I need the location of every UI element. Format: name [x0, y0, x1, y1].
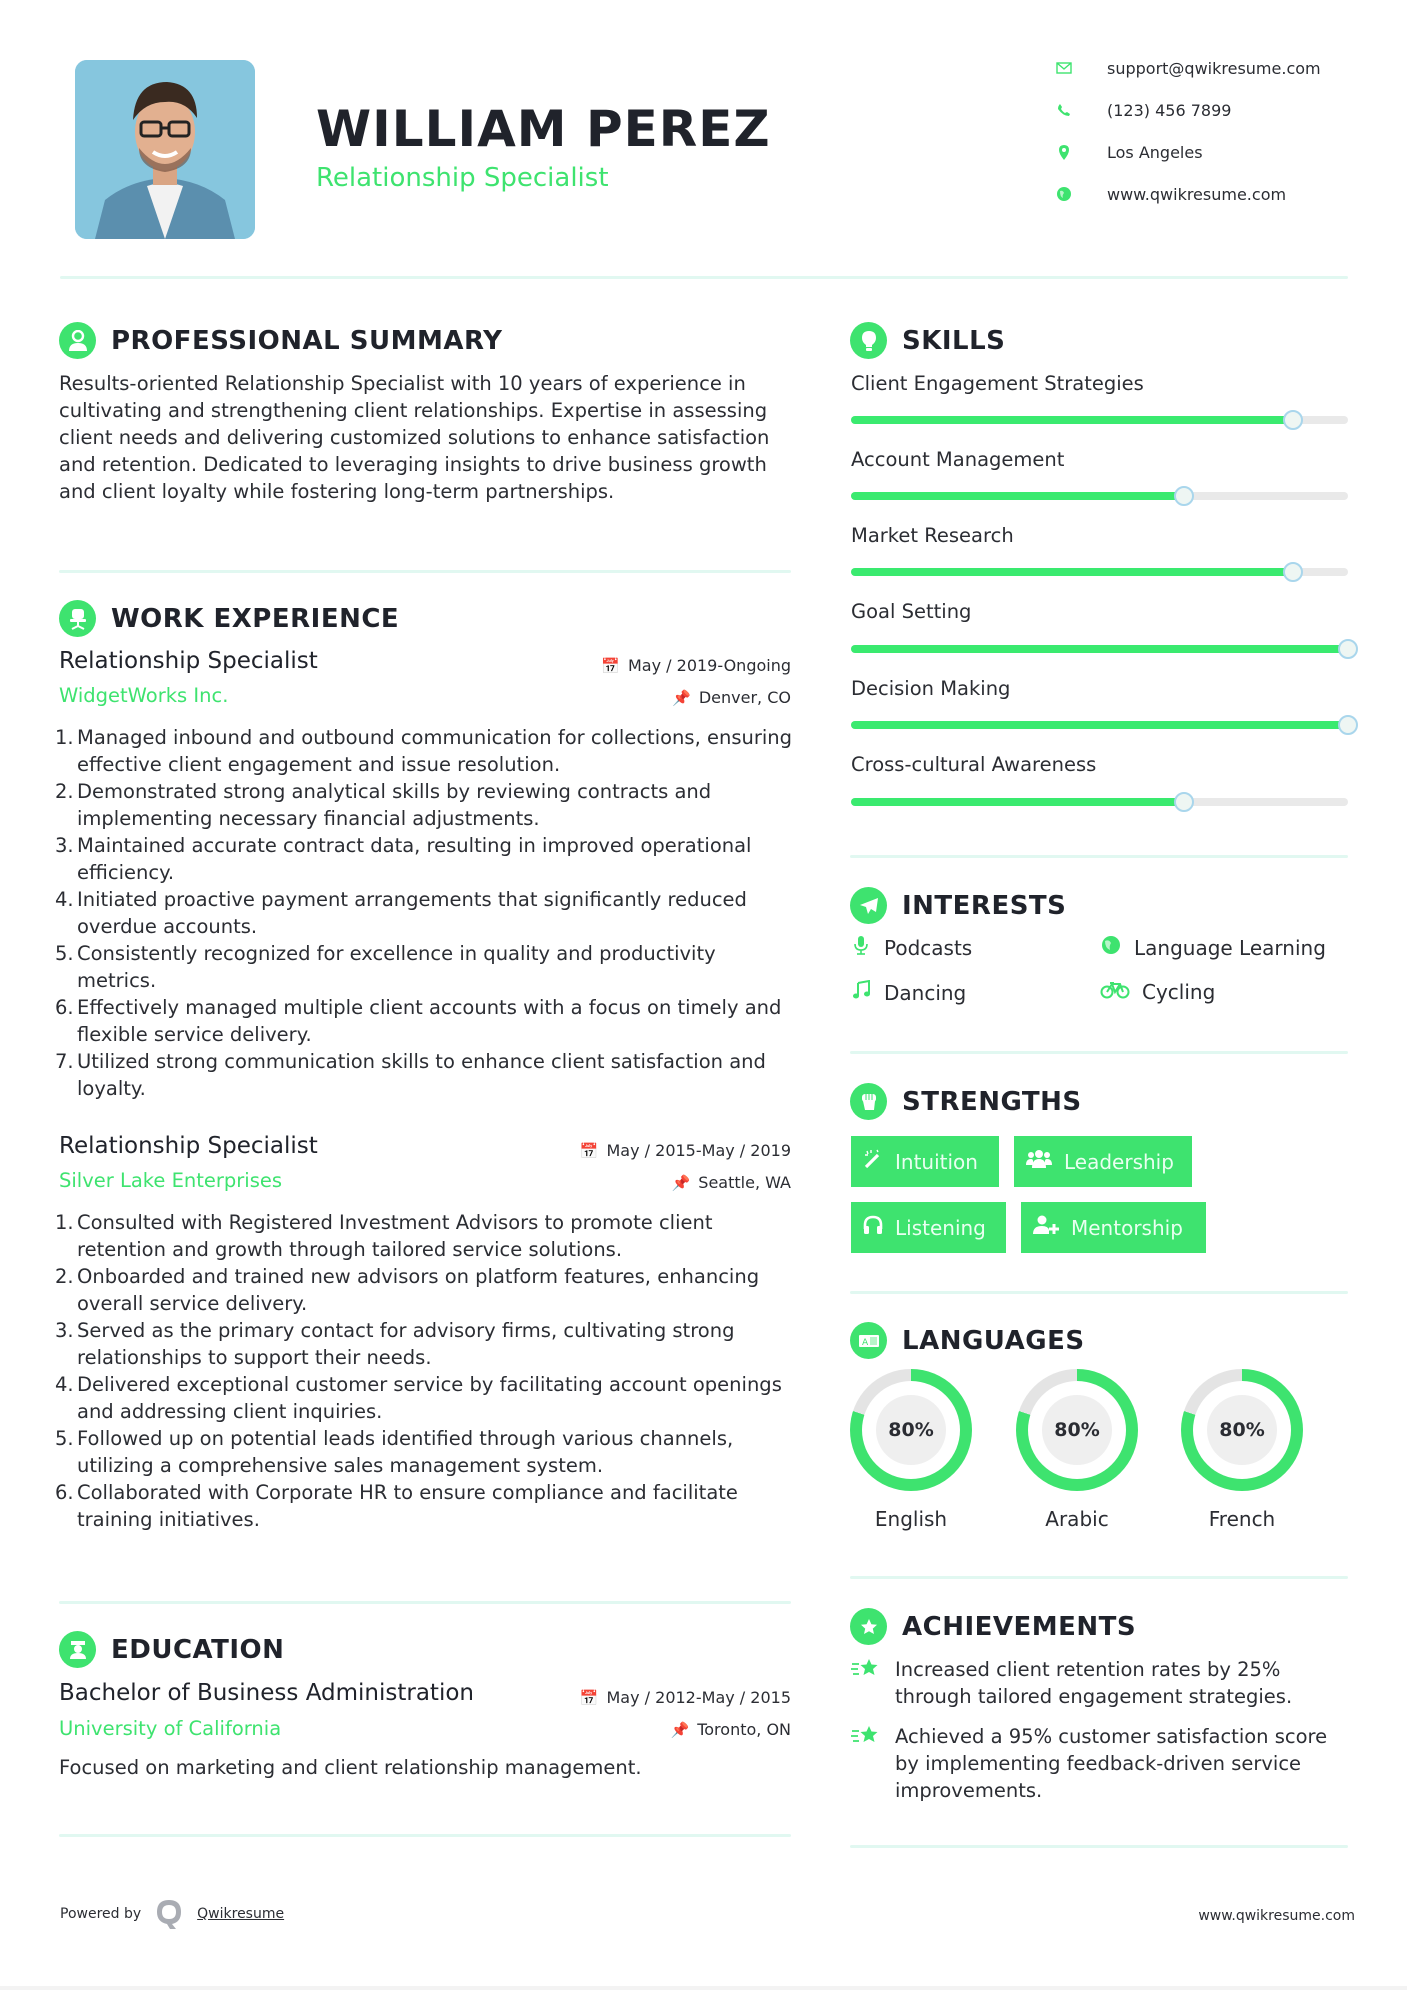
achievement-text: Achieved a 95% customer satisfaction score by implementing feedback-driven service improvements.: [895, 1725, 1328, 1802]
skill-bar: [851, 568, 1348, 576]
headphones-icon: [863, 1215, 883, 1240]
summary-text: Results-oriented Relationship Specialist with 10 years of experience in cultivating and strengthening client relationships. Expertise in assessing client needs and delivering customized solutions to enhance satisfaction and retention. Dedicated to leveraging insights to drive business growth and client loyalty while fostering long-term partnerships.: [59, 372, 770, 503]
list-item: 6. Collaborated with Corporate HR to ensure compliance and facilitate training initiatives.: [55, 1481, 738, 1531]
language-item: [850, 1369, 972, 1531]
microphone-icon: [848, 935, 874, 960]
skill-label: Goal Setting: [851, 600, 972, 623]
star-badge-icon: [850, 1608, 887, 1645]
achievements-heading: ACHIEVEMENTS: [850, 1608, 1136, 1645]
job-dates: 📅 May / 2015-May / 2019: [579, 1141, 791, 1160]
contact-phone[interactable]: [1052, 98, 1231, 122]
calendar-icon: 📅: [579, 1141, 599, 1160]
globe-icon: [1098, 935, 1124, 960]
strengths-heading: STRENGTHS: [850, 1083, 1082, 1120]
language-percent: 80%: [1207, 1395, 1277, 1465]
job-title: Relationship Specialist: [59, 648, 318, 674]
skills-heading: SKILLS: [850, 322, 1005, 359]
office-chair-icon: [59, 600, 96, 637]
achievement-item: [850, 1656, 1335, 1710]
candidate-name: WILLIAM PEREZ: [316, 100, 771, 158]
job-company: Silver Lake Enterprises: [59, 1169, 283, 1192]
contact-location: [1052, 140, 1203, 164]
qwikresume-logo-icon: [155, 1898, 183, 1930]
education-dates: 📅 May / 2012-May / 2015: [579, 1688, 791, 1707]
candidate-title: Relationship Specialist: [316, 163, 609, 193]
job-entry: [55, 1133, 791, 1553]
contact-info: [1052, 56, 1372, 216]
calendar-icon: 📅: [579, 1688, 599, 1707]
education-description: Focused on marketing and client relationship management.: [59, 1756, 642, 1779]
language-name: English: [874, 1507, 948, 1531]
skill-label: Decision Making: [851, 677, 1011, 700]
envelope-icon: [1052, 59, 1076, 77]
fist-icon: [850, 1083, 887, 1120]
language-name: French: [1208, 1507, 1276, 1531]
contact-location-text: Los Angeles: [1107, 142, 1203, 162]
svg-text:A: A: [861, 1337, 868, 1348]
skill-bar-fill: [851, 416, 1293, 424]
globe-icon: [1052, 185, 1076, 203]
contact-phone-text: (123) 456 7899: [1107, 100, 1232, 120]
job-dates: 📅 May / 2019-Ongoing: [601, 656, 791, 675]
page-bottom-edge: [0, 1986, 1407, 1990]
language-percent: 80%: [876, 1395, 946, 1465]
user-plus-icon: [1033, 1215, 1059, 1240]
pushpin-icon: 📌: [670, 1720, 690, 1739]
list-item: 3. Served as the primary contact for advisory firms, cultivating strong relationships to support their needs.: [55, 1319, 735, 1369]
language-progress-ring: [1016, 1369, 1138, 1491]
users-icon: [1026, 1149, 1052, 1174]
section-divider: [59, 1834, 791, 1837]
skill-bar-fill: [851, 798, 1184, 806]
skill-bar-fill: [851, 645, 1348, 653]
phone-icon: [1052, 101, 1076, 119]
achievement-item: [850, 1723, 1335, 1804]
magic-wand-icon: [863, 1149, 883, 1174]
qwikresume-link[interactable]: Qwikresume: [197, 1906, 285, 1922]
section-divider: [850, 1845, 1348, 1848]
job-company: WidgetWorks Inc.: [59, 684, 229, 707]
skill-label: Client Engagement Strategies: [851, 372, 1144, 395]
language-progress-ring: [1181, 1369, 1303, 1491]
language-percent: 80%: [1042, 1395, 1112, 1465]
list-item: 1. Consulted with Registered Investment Advisors to promote client retention and growth through tailored service solutions.: [55, 1211, 713, 1261]
list-item: 6. Effectively managed multiple client accounts with a focus on timely and flexible service delivery.: [55, 996, 782, 1046]
header-divider: [60, 276, 1348, 279]
list-item: 2. Onboarded and trained new advisors on platform features, enhancing overall service delivery.: [55, 1265, 760, 1315]
paper-plane-icon: [850, 887, 887, 924]
skill-bar-fill: [851, 721, 1348, 729]
language-item: [1181, 1369, 1303, 1531]
list-item: 7. Utilized strong communication skills to enhance client satisfaction and loyalty.: [55, 1050, 766, 1100]
degree: Bachelor of Business Administration: [59, 1680, 474, 1706]
job-responsibilities: [55, 724, 795, 1102]
education-location: 📌 Toronto, ON: [670, 1720, 791, 1739]
map-pin-icon: [1052, 143, 1076, 161]
calendar-icon: 📅: [601, 656, 620, 675]
skill-label: Market Research: [851, 524, 1014, 547]
footer-website[interactable]: www.qwikresume.com: [1198, 1908, 1355, 1924]
skill-bar: [851, 492, 1348, 500]
section-divider: [850, 855, 1348, 858]
list-item: 4. Delivered exceptional customer service by facilitating account openings and addressing client inquiries.: [55, 1373, 782, 1423]
section-divider: [850, 1576, 1348, 1579]
job-location: 📌 Denver, CO: [672, 688, 791, 707]
skill-label: Cross-cultural Awareness: [851, 753, 1097, 776]
skill-bar: [851, 798, 1348, 806]
pushpin-icon: 📌: [671, 1173, 691, 1192]
shooting-star-icon: [850, 1656, 890, 1710]
list-item: 1. Managed inbound and outbound communication for collections, ensuring effective client engagement and issue resolution.: [55, 726, 793, 776]
skill-bar-knob: [1174, 486, 1194, 506]
education-entry: [59, 1680, 791, 1800]
school: University of California: [59, 1717, 282, 1740]
skill-bar-knob: [1338, 715, 1358, 735]
languages-heading: A LANGUAGES: [850, 1322, 1085, 1359]
strength-chip: Leadership: [1014, 1136, 1192, 1187]
section-divider: [59, 570, 791, 573]
user-icon: [59, 322, 96, 359]
education-heading: EDUCATION: [59, 1631, 284, 1668]
music-note-icon: [848, 980, 874, 1005]
skill-bar: [851, 645, 1348, 653]
strength-chip: Mentorship: [1021, 1202, 1206, 1253]
language-item: [1016, 1369, 1138, 1531]
skill-bar: [851, 721, 1348, 729]
interest-item: Cycling: [1098, 980, 1215, 1004]
powered-by-label: Powered by: [60, 1906, 142, 1922]
skill-bar-fill: [851, 492, 1184, 500]
skill-bar-knob: [1338, 639, 1358, 659]
skill-bar-knob: [1174, 792, 1194, 812]
list-item: 4. Initiated proactive payment arrangements that significantly reduced overdue accounts.: [55, 888, 747, 938]
section-divider: [850, 1291, 1348, 1294]
list-item: 2. Demonstrated strong analytical skills by reviewing contracts and implementing necessary financial adjustments.: [55, 780, 712, 830]
interests-heading: INTERESTS: [850, 887, 1066, 924]
footer-powered-by: [60, 1898, 284, 1930]
contact-email-text: support@qwikresume.com: [1107, 58, 1321, 78]
job-responsibilities: [55, 1209, 795, 1533]
experience-heading: WORK EXPERIENCE: [59, 600, 399, 637]
interest-item: Dancing: [848, 980, 966, 1005]
skill-label: Account Management: [851, 448, 1065, 471]
pushpin-icon: 📌: [672, 688, 691, 707]
contact-website[interactable]: [1052, 182, 1286, 206]
job-entry: [55, 648, 793, 1108]
job-title: Relationship Specialist: [59, 1133, 318, 1159]
contact-website-text: www.qwikresume.com: [1107, 184, 1287, 204]
section-divider: [59, 1601, 791, 1604]
interest-item: Podcasts: [848, 935, 972, 960]
profile-photo: [75, 60, 255, 239]
skill-bar-knob: [1283, 410, 1303, 430]
language-name: Arabic: [1045, 1507, 1109, 1531]
lightbulb-icon: [850, 322, 887, 359]
strength-chip: Intuition: [851, 1136, 999, 1187]
job-location: 📌 Seattle, WA: [671, 1173, 791, 1192]
strength-chip: Listening: [851, 1202, 1006, 1253]
summary-heading: PROFESSIONAL SUMMARY: [59, 322, 502, 359]
achievement-text: Increased client retention rates by 25% through tailored engagement strategies.: [895, 1658, 1293, 1708]
list-item: 5. Followed up on potential leads identified through various channels, utilizing a comprehensive sales management system.: [55, 1427, 734, 1477]
skill-bar-fill: [851, 568, 1293, 576]
language-progress-ring: [850, 1369, 972, 1491]
shooting-star-icon: [850, 1723, 890, 1804]
section-divider: [850, 1051, 1348, 1054]
skill-bar: [851, 416, 1348, 424]
contact-email[interactable]: [1052, 56, 1321, 80]
skill-bar-knob: [1283, 562, 1303, 582]
interest-item: Language Learning: [1098, 935, 1326, 960]
graduate-icon: [59, 1631, 96, 1668]
bicycle-icon: [1098, 981, 1132, 1004]
translate-icon: [850, 1322, 887, 1359]
list-item: 5. Consistently recognized for excellence in quality and productivity metrics.: [55, 942, 716, 992]
list-item: 3. Maintained accurate contract data, resulting in improved operational efficiency.: [55, 834, 752, 884]
